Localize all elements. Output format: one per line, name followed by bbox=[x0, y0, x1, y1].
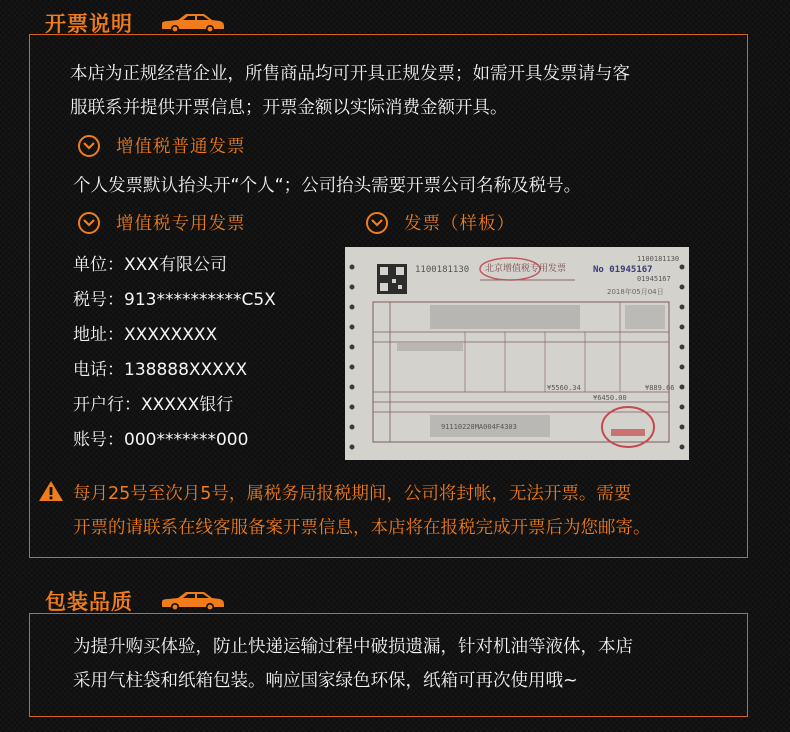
invoice-code: 1100181130 bbox=[415, 265, 470, 275]
special-invoice-label: 增值税专用发票 bbox=[116, 214, 246, 234]
invoice-section-title: 开票说明 bbox=[45, 12, 133, 36]
warning-line-1: 每月25号至次月5号，属税务局报税期间，公司将封帐，无法开票。需要 bbox=[73, 484, 632, 504]
field-account: 账号：000*******000 bbox=[73, 430, 249, 450]
car-icon bbox=[158, 590, 226, 612]
intro-line-2: 服联系并提供开票信息；开票金额以实际消费金额开具。 bbox=[70, 98, 508, 118]
special-invoice-heading bbox=[78, 210, 246, 235]
packaging-line-1: 为提升购买体验，防止快递运输过程中破损遗漏，针对机油等液体，本店 bbox=[73, 637, 633, 657]
sample-invoice-heading bbox=[366, 210, 515, 235]
general-invoice-text: 个人发票默认抬头开“个人“；公司抬头需要开票公司名称及税号。 bbox=[73, 176, 582, 196]
invoice-date: 2018年05月04日 bbox=[607, 288, 664, 296]
packaging-line-2: 采用气柱袋和纸箱包装。响应国家绿色环保，纸箱可再次使用哦~ bbox=[73, 671, 578, 691]
chevron-down-icon bbox=[366, 212, 388, 234]
invoice-side-code: 1100181130 bbox=[637, 255, 680, 263]
invoice-total: ¥6450.00 bbox=[593, 394, 627, 402]
chevron-down-icon bbox=[78, 135, 100, 157]
invoice-sample-image bbox=[345, 247, 689, 460]
car-icon bbox=[158, 12, 226, 34]
invoice-header: 北京增值税专用发票 bbox=[485, 264, 567, 274]
sample-invoice-label: 发票（样板） bbox=[404, 214, 515, 234]
invoice-tax-amount: ¥889.66 bbox=[645, 384, 675, 392]
field-tax-id: 税号：913**********C5X bbox=[73, 290, 276, 310]
invoice-side-number: 01945167 bbox=[637, 275, 671, 283]
invoice-amount: ¥5560.34 bbox=[547, 384, 581, 392]
field-address: 地址：XXXXXXXX bbox=[73, 325, 218, 345]
general-invoice-heading bbox=[78, 133, 246, 158]
field-phone: 电话：138888XXXXX bbox=[73, 360, 248, 380]
general-invoice-label: 增值税普通发票 bbox=[116, 137, 246, 157]
invoice-tax-id: 91110228MA004F4303 bbox=[441, 423, 517, 431]
warning-line-2: 开票的请联系在线客服备案开票信息，本店将在报税完成开票后为您邮寄。 bbox=[73, 518, 651, 538]
chevron-down-icon bbox=[78, 212, 100, 234]
field-bank: 开户行：XXXXX银行 bbox=[73, 395, 234, 415]
intro-line-1: 本店为正规经营企业，所售商品均可开具正规发票；如需开具发票请与客 bbox=[70, 64, 630, 84]
field-company: 单位：XXX有限公司 bbox=[73, 255, 227, 275]
packaging-section-title: 包装品质 bbox=[45, 590, 133, 614]
warning-icon bbox=[38, 480, 64, 502]
packaging-section-box bbox=[29, 613, 748, 717]
invoice-number: No 01945167 bbox=[593, 265, 653, 275]
